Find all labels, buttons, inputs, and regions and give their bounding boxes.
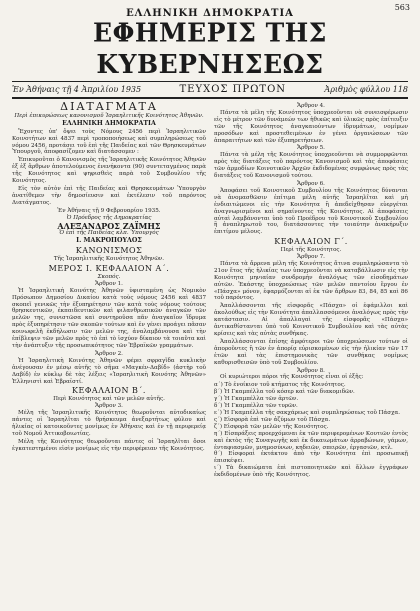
article-text: Ἡ Ἰσραηλιτικὴ Κοινότης Ἀθηνῶν φέρει σφραγῖδα κυκλικὴν ἀνέγουσαν ἐν μέσῳ αὐτῆς τὸ σῆμα «Μαγκέν-Δαβίδ» (ἀστὴρ τοῦ Δαβίδ) ἐν κύκλῳ δὲ τὰς λέξεις «Ἰσραηλιτικὴ Κοινότης Ἀθηνῶν» Ἑλληνιστὶ καὶ Ἑβραϊστί. — [12, 357, 206, 385]
list-item: ς΄) Εἰσφορὰ ἐπὶ τῶν ἀζύμων τοῦ Πάσχα. — [214, 416, 331, 423]
article-text: Ἀπαλλάσσονται τῆς εἰσφορᾶς «Πάσχα» οἱ ἐφάμιλλοι καὶ ἀκολούθως εἰς τὴν Κοινότητα ἀπαλλασσόμενοι ἀναλόγως πρὸς τὴν κατάστασιν. Αἱ ἀπαλλαγαὶ τῆς εἰσφορᾶς «Πάσχα» ἀντικαθίστανται ὑπὸ τοῦ Κοινοτικοῦ Συμβουλίου καὶ τὰς αὐτὰς κρίσεις καὶ τὰς αὐτὰς συνθήκας. — [214, 303, 408, 337]
article-text: Μέλη τῆς Ἰσραηλιτικῆς Κοινότητος θεωροῦνται αὐτοδικαίως πάντες οἱ Ἰσραηλῖται τὸ θρήσκευμα ἀνεξαρτήτως φύλου καὶ ἡλικίας οἱ κατοικοῦντες μονίμως ἐν Ἀθήναις καὶ ἐν τῇ περιφερείᾳ τοῦ Νομοῦ Ἀττικοβοιωτίας. — [12, 410, 206, 437]
list-item: β΄) Ἡ Γκαμπέλλα τοῦ κόσερ καὶ τῶν διακομιδῶν. — [214, 389, 355, 396]
decree-paragraph: Εἰς τὸν αὐτὸν ἐπὶ τῆς Παιδείας καὶ Θρησκευμάτων Ὑπουργὸν ἀνατίθεμεν τὴν δημοσίευσιν καὶ ἐκτέλεσιν τοῦ παρόντος Διατάγματος. — [12, 185, 206, 206]
article-heading: Ἄρθρον 7. — [297, 254, 325, 261]
republic-heading: ΕΛΛΗΝΙΚΗ ΔΗΜΟΚΡΑΤΙΑ — [126, 8, 294, 19]
issue-part: ΤΕΥΧΟΣ ΠΡΩΤΟΝ — [179, 84, 287, 95]
list-item: γ΄) Ἡ Γκαμπέλλα τῶν ἀρτῶν. — [214, 396, 299, 403]
list-item: ζ΄) Εἰσφορὰ τῶν μελῶν τῆς Κοινότητος. — [214, 423, 329, 430]
article-text: Ἡ Ἰσραηλιτικὴ Κοινότης Ἀθηνῶν ὑφισταμένη ὡς Νομικὸν Πρόσωπον Δημοσίου Δικαίου κατὰ τοὺς νόμους 2456 καὶ 4837 σκοπεῖ γενικῶς τὴν ἐξυπηρέτησιν τῶν κατὰ τοὺς νόμους τούτους θρησκευτικῶν, ἐκπαιδευτικῶν καὶ φιλανθρωπικῶν ἀναγκῶν τῶν μελῶν της, συνιστῶσα καὶ συντηροῦσα πᾶν ἀναγκαῖον ἵδρυμα πρὸς ἐξυπηρέτησιν τῶν σκοπῶν τούτων καὶ ἐν γένει προάγει πᾶσαν κοινωφελῆ ἐκδήλωσιν τῶν μελῶν της, ἀναλαμβάνουσα καὶ τὴν ἐπίβλεψιν τῶν μελῶν πρὸς τὸ ἐπὶ τὸ ἰσχύον δίκαιον τὰ τοιαῦτα καὶ τὴν ἀνάπτυξιν τῆς προσωπικότητος τῶν Ἑβραϊκῶν γραμμάτων. — [12, 287, 206, 349]
article-heading: Ἄρθρον 5. — [297, 145, 325, 152]
list-item: ε΄) Ἡ Γκαμπέλλα τῆς σακχάρεως καὶ συμπληρώσεως τοῦ Πάσχα. — [214, 409, 401, 416]
sheet-number: Ἀριθμὸς φύλλου 118 — [324, 85, 408, 94]
left-column — [12, 100, 206, 479]
part-subheading: Σκοπός. — [97, 273, 121, 280]
article-text: Πάντα τὰ μέλη τῆς Κοινότητος ὑποχρεοῦνται νὰ συνεισφέρωσιν εἰς τὸ μέτρον τῶν δυνάμεών των ἠθικῶς καὶ ὑλικῶς πρὸς ἐπίτευξιν τῶν τῆς Κοινότητος ἀναγκαιούντων ἱδρυμάτων, νομίμων προσόδων καὶ προστεθειμένων ἐν γένει ὀργανώσεων τῶν ἀπαραιτήτων καὶ τῶν ἐξυπηρετήσεων. — [214, 109, 408, 144]
article-intro: Οἱ κυριώτεροι πόροι τῆς Κοινότητος εἶναι οἱ ἑξῆς: — [220, 374, 364, 381]
list-item: θ΄) Εἰσφοραὶ ἐκτάκτου ἀπὸ τὴν Κοινότητα ἐπὶ προσωπικῇ ἐπισκέψει. — [214, 451, 408, 465]
article-text: Ἀποφάσει τοῦ Κοινοτικοῦ Συμβουλίου τῆς Κοινότητος δύνανται νὰ ἀνομασθῶσιν ἐπίτιμα μέλη αὐτῆς Ἰσραηλῖται καὶ μὴ ἐνδιαιτώμενοι εἰς τὴν Κοινότητα ἢ ἀπεδείχθησαν εὐεργέται ἀναγνωρισμένοι καὶ σημαίνοντες τῆς Κοινότητος. Αἱ ἀποφάσεις αὐταὶ λαμβάνονται ὑπὸ τοῦ Προέδρου τοῦ Κοινοτικοῦ Συμβουλίου ἢ ἀναπληρωτοῦ του, διατάσσοντες τὴν τοιαύτην ἀνακήρυξιν ἐπιτίμου μέλους. — [214, 187, 408, 236]
part-heading: ΜΕΡΟΣ Ι. ΚΕΦΑΛΑΙΟΝ Α΄. — [48, 264, 170, 274]
chapter-heading: ΚΕΦΑΛΑΙΟΝ Β΄. — [72, 386, 146, 396]
article-text: Μέλη τῆς Κοινότητος θεωροῦνται πάντες οἱ Ἰσραηλῖται ὅσοι ἐγκατεστημένοι εἰσὶν μονίμως εἰς τὴν περιφέρειαν τῆς Κοινότητος. — [12, 438, 206, 452]
article-text: Πάντα τὰ ἄρρενα μέλη τῆς Κοινότητος ἅτινα συμπληρώσαντα τὸ 21ον ἔτος τῆς ἡλικίας των ὑποχρεοῦνται νὰ καταβάλλωσιν εἰς τὴν Κοινότητα μηνιαίαν συνδρομὴν ἀναλόγως τῶν εἰσοδημάτων αὐτῶν. Ἑκάστης ὑποχρεώσεως τῶν μελῶν παντοίου ἔργου ἐν «Πάσχα» μόνον, ἐφαρμόζονται αἱ ἐκ τῶν ἄρθρων 83, 84, 85 καὶ 86 τοῦ παρόντος. — [214, 260, 408, 302]
article-heading: Ἄρθρον 4. — [297, 103, 325, 109]
chapter-heading: ΚΕΦΑΛΑΙΟΝ Γ΄. — [274, 237, 348, 247]
list-item: α΄) Τὸ ἐνοίκιον τοῦ κτήματος τῆς Κοινότητος. — [214, 382, 346, 389]
issue-info-bar — [12, 81, 408, 99]
decree-date: Ἐν Ἀθήναις τῇ 9 Φεβρουαρίου 1935. — [57, 207, 161, 214]
list-item: δ΄) Ἡ Γκαμπέλλα τῶν τυρῶν. — [214, 403, 298, 410]
regulation-title: ΚΑΝΟΝΙΣΜΟΣ — [75, 246, 143, 256]
minister-label: Ὁ ἐπὶ τῆς Παιδείας κλπ. Ὑπουργός — [59, 230, 159, 237]
page-number: 563 — [394, 3, 410, 12]
article-heading: Ἄρθρον 3. — [95, 403, 123, 410]
decree-paragraph: Ἐπικυροῦται ὁ Κανονισμὸς τῆς Ἰσραηλιτικῆς Κοινότητος Ἀθηνῶν ἐξ ἐξ ἄρθρων ἀποτελούμενος ἐνενήκοντα (90) συντεταγμένος παρὰ τῆς Κοινότητος καὶ ψηφισθεὶς παρὰ τοῦ Συμβουλίου τῆς Κοινότητος. — [12, 157, 206, 185]
list-item: η΄) Εἰσπράξεις προερχόμεναι ἐκ τῶν περιφερομένων Κουτιῶν ἐντὸς καὶ ἐκτὸς τῆς Συναγωγῆς καὶ ἐκ δικαιωμάτων ἀρραβώνων, γάμων, ἐνταφιασμῶν, μνημοσύνων, κηδειῶν, σπειρῶν, ἐργασιῶν, κτλ. — [214, 430, 408, 451]
chapter-subheading: Περὶ Κοινότητος καὶ τῶν μελῶν αὐτῆς. — [53, 396, 165, 403]
decree-subject: Περὶ ἐπικυρώσεως κανονισμοῦ Ἰσραηλιτικῆς Κοινότητος Ἀθηνῶν. — [14, 112, 204, 119]
list-item: ι΄) Τὰ δικαιώματα ἐπὶ πιστοποιητικῶν καὶ ἄλλων ἐγγράφων ἐκδιδομένων ὑπὸ τῆς Κοινότητος. — [214, 465, 408, 479]
minister-signature: Ι. ΜΑΚΡΟΠΟΥΛΟΣ — [76, 237, 142, 245]
chapter-subheading: Περὶ τῆς Κοινότητος. — [280, 247, 342, 254]
president-label: Ὁ Πρόεδρος τῆς Δημοκρατίας — [66, 214, 152, 221]
article-text: Πάντα τὰ μέλη τῆς Κοινότητος ὑποχρεοῦνται νὰ συμμορφῶνται πρὸς τὰς διατάξεις τοῦ παρόντος Κανονισμοῦ καὶ τὰς ἀποφάσεις τῶν ἀρμοδίων Κοινοτικῶν Ἀρχῶν ἐκδιδομένας συμφώνως πρὸς τὰς διατάξεις τοῦ Κανονισμοῦ τούτου. — [214, 152, 408, 180]
article-heading: Ἄρθρον 8. — [297, 367, 325, 374]
decree-republic: ΕΛΛΗΝΙΚΗ ΔΗΜΟΚΡΑΤΙΑ — [62, 119, 156, 127]
issue-date: Ἐν Ἀθήναις τῇ 4 Ἀπριλίου 1935 — [12, 85, 142, 94]
text-columns — [12, 100, 408, 479]
section-title: ΔΙΑΤΑΓΜΑΤΑ — [60, 100, 158, 113]
regulation-subtitle: Τῆς Ἰσραηλιτικῆς Κοινότητος Ἀθηνῶν. — [53, 256, 165, 263]
right-column — [214, 103, 408, 479]
president-signature: ΑΛΕΞΑΝΔΡΟΣ ΖΑΪΜΗΣ — [57, 220, 161, 231]
article-heading: Ἄρθρον 6. — [297, 180, 325, 187]
decree-paragraph: Ἔχοντες ὑπ' ὄψει τοὺς Νόμους 2456 περὶ Ἰσραηλιτικῶν Κοινοτήτων καὶ 4837 περὶ τροποποιήσεως καὶ συμπληρώσεως τοῦ νόμου 2456, προτάσει τοῦ ἐπὶ τῆς Παιδείας καὶ τῶν Θρησκευμάτων Ὑπουργοῦ, ἀποφασίζομεν καὶ διατάσσομεν : — [12, 128, 206, 156]
article-heading: Ἄρθρον 1. — [95, 280, 123, 287]
article-text: Ἀπαλλάσσονται ἐπίσης ἀμφότεροι τῶν ὑποχρεώσεων τούτων οἱ ἀποροῦντες ἢ τῶν ἐν ἀπορίᾳ εὑρισκομένων εἰς τὴν ἡλικίαν τῶν 17 ἐτῶν καὶ τὰς ἐπιστημονικὰς τῶν συνθήκας νομίμως καθορισθεισῶν ὑπὸ τοῦ Συμβουλίου. — [214, 338, 408, 366]
revenue-list — [214, 382, 408, 479]
article-heading: Ἄρθρον 2. — [95, 350, 123, 357]
gazette-title: ΕΦΗΜΕΡΙΣ ΤΗΣ ΚΥΒΕΡΝΗΣΕΩΣ — [93, 17, 327, 80]
